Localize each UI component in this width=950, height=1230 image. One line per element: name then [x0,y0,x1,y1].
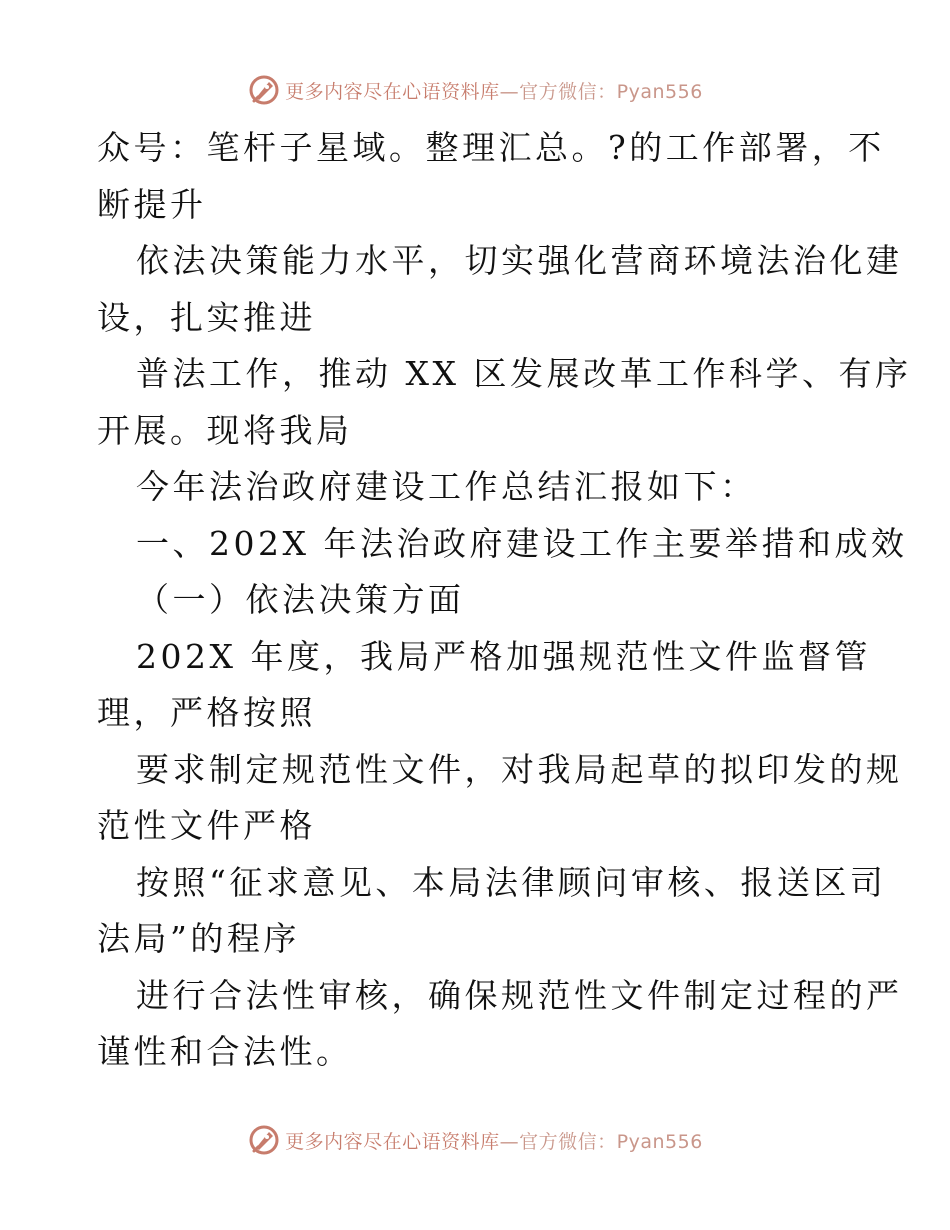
body-line: 普法工作，推动 XX 区发展改革工作科学、有序 [136,354,912,393]
body-line: 进行合法性审核，确保规范性文件制定过程的严 [136,975,903,1015]
header-watermark-banner [0,70,950,110]
footer-watermark-text: 更多内容尽在心语资料库—官方微信：Pyan556 [285,1130,703,1153]
header-watermark-text: 更多内容尽在心语资料库—官方微信：Pyan556 [285,80,703,103]
body-line: 谨性和合法性。 [97,1032,353,1071]
body-line: 开展。现将我局 [97,410,353,450]
pen-nib-logo-icon [247,1123,281,1157]
body-line: 按照“征求意见、本局法律顾问审核、报送区司 [136,862,887,902]
body-line: 依法决策能力水平，切实强化营商环境法治化建 [136,241,903,280]
body-line: 法局”的程序 [97,919,300,958]
body-line: 范性文件严格 [97,806,316,845]
document-body [97,120,912,1081]
section-heading: 一、202X 年法治政府建设工作主要举措和成效 [136,523,908,563]
pen-nib-logo-icon [247,73,281,107]
body-line: 众号：笔杆子星域。整理汇总。?的工作部署，不 [97,128,885,167]
subsection-heading: （一）依法决策方面 [136,580,465,619]
body-line: 设，扎实推进 [97,297,316,337]
body-line: 要求制定规范性文件，对我局起草的拟印发的规 [136,749,903,789]
body-line: 202X 年度，我局严格加强规范性文件监督管 [136,636,871,676]
footer-watermark-banner [0,1120,950,1160]
body-line: 断提升 [97,184,207,224]
body-line: 理，严格按照 [97,693,316,732]
body-line: 今年法治政府建设工作总结汇报如下： [136,467,757,506]
